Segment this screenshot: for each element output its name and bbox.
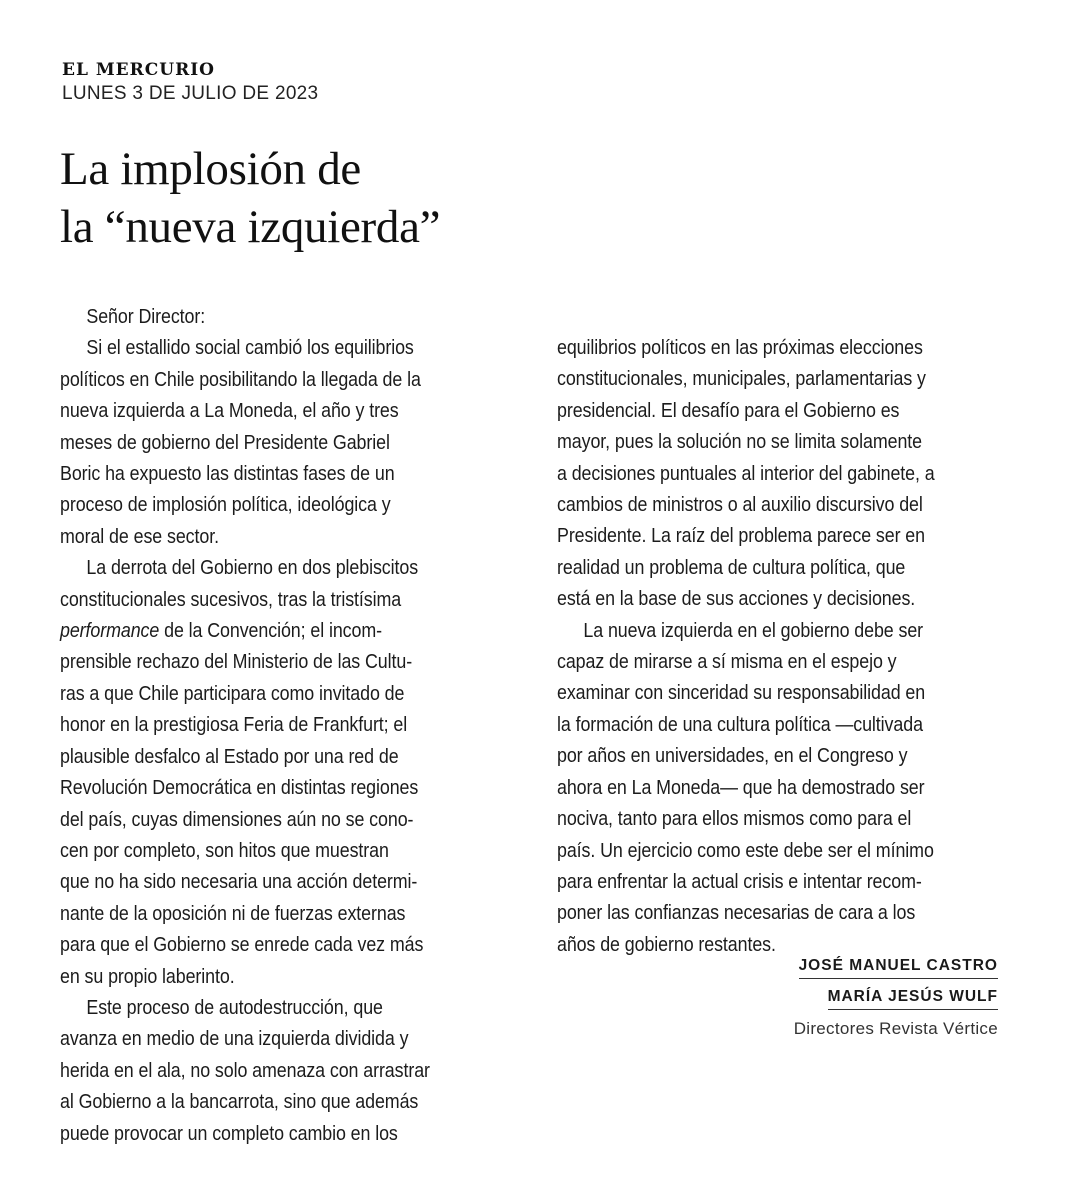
text-line [60, 616, 504, 647]
text-line: Si el estallido social cambió los equilibrios [86, 337, 414, 360]
article-column-right [557, 333, 1001, 961]
text-line: la formación de una cultura política —cultivada [557, 713, 923, 736]
text-line: presidencial. El desafío para el Gobierno es [557, 399, 900, 422]
text-line: honor en la prestigiosa Feria de Frankfurt; el [60, 714, 408, 737]
author-name-1: JOSÉ MANUEL CASTRO [799, 957, 998, 979]
text-line: La derrota del Gobierno en dos plebiscitos [86, 557, 419, 580]
newspaper-name: EL MERCURIO [62, 60, 215, 80]
publication-date: LUNES 3 DE JULIO DE 2023 [62, 83, 319, 104]
text-line: cen por completo, son hitos que muestran [60, 839, 389, 862]
text-line: del país, cuyas dimensiones aún no se cono- [60, 808, 414, 831]
text-line: ras a que Chile participara como invitado de [60, 682, 405, 705]
headline [60, 140, 440, 256]
text-line: capaz de mirarse a sí misma en el espejo y [557, 651, 897, 674]
headline-line-2: la “nueva izquierda” [60, 201, 441, 253]
text-line: años de gobierno restantes. [557, 933, 776, 956]
text-line: Presidente. La raíz del problema parece ser en [557, 525, 925, 548]
text-line: puede provocar un completo cambio en los [60, 1122, 398, 1145]
text-line: Revolución Democrática en distintas regiones [60, 777, 419, 800]
author-title: Directores Revista Vértice [793, 1019, 998, 1038]
article-column-left [60, 302, 504, 1150]
text-line: meses de gobierno del Presidente Gabriel [60, 431, 390, 454]
text-line: país. Un ejercicio como este debe ser el mínimo [557, 839, 934, 862]
text-line: moral de ese sector. [60, 525, 219, 548]
text-line: avanza en medio de una izquierda dividida y [60, 1028, 409, 1051]
text-line: Este proceso de autodestrucción, que [86, 996, 383, 1019]
text-line: constitucionales, municipales, parlamentarias y [557, 368, 926, 391]
text-line: a decisiones puntuales al interior del gabinete, a [557, 462, 935, 485]
text-line: plausible desfalco al Estado por una red de [60, 745, 399, 768]
text-line: examinar con sinceridad su responsabilidad en [557, 682, 926, 705]
text-line: para que el Gobierno se enrede cada vez más [60, 934, 424, 957]
salutation: Señor Director: [86, 306, 206, 328]
text-line: ahora en La Moneda— que ha demostrado ser [557, 776, 925, 799]
text-line: que no ha sido necesaria una acción determi- [60, 871, 418, 894]
text-line: equilibrios políticos en las próximas elecciones [557, 337, 923, 359]
text-line: realidad un problema de cultura política, que [557, 556, 906, 579]
text-line: constitucionales sucesivos, tras la tristísima [60, 588, 402, 611]
text-line: para enfrentar la actual crisis e intentar recom- [557, 870, 922, 893]
text-line: La nueva izquierda en el gobierno debe ser [583, 619, 924, 642]
text-line: Boric ha expuesto las distintas fases de un [60, 463, 395, 486]
text-line: políticos en Chile posibilitando la llegada de la [60, 368, 421, 391]
italic-word-performance: performance [60, 620, 160, 643]
text-line: nante de la oposición ni de fuerzas externas [60, 902, 406, 925]
text-line: herida en el ala, no solo amenaza con arrastrar [60, 1059, 430, 1082]
text-line: poner las confianzas necesarias de cara a los [557, 902, 916, 925]
text-line: mayor, pues la solución no se limita solamente [557, 431, 922, 454]
text-line: al Gobierno a la bancarrota, sino que además [60, 1091, 419, 1114]
text-line: está en la base de sus acciones y decisiones. [557, 588, 916, 611]
text-line: en su propio laberinto. [60, 965, 235, 988]
text-line: prensible rechazo del Ministerio de las Cultu- [60, 651, 413, 674]
text-line: proceso de implosión política, ideológica y [60, 494, 391, 517]
text-line-rest: de la Convención; el incom- [164, 620, 382, 643]
text-line: por años en universidades, en el Congreso y [557, 745, 908, 768]
text-line: nociva, tanto para ellos mismos como para el [557, 808, 912, 831]
author-name-2: MARÍA JESÚS WULF [828, 988, 998, 1010]
headline-line-1: La implosión de [60, 143, 361, 195]
text-line: cambios de ministros o al auxilio discursivo del [557, 494, 923, 517]
text-line: nueva izquierda a La Moneda, el año y tres [60, 400, 399, 423]
